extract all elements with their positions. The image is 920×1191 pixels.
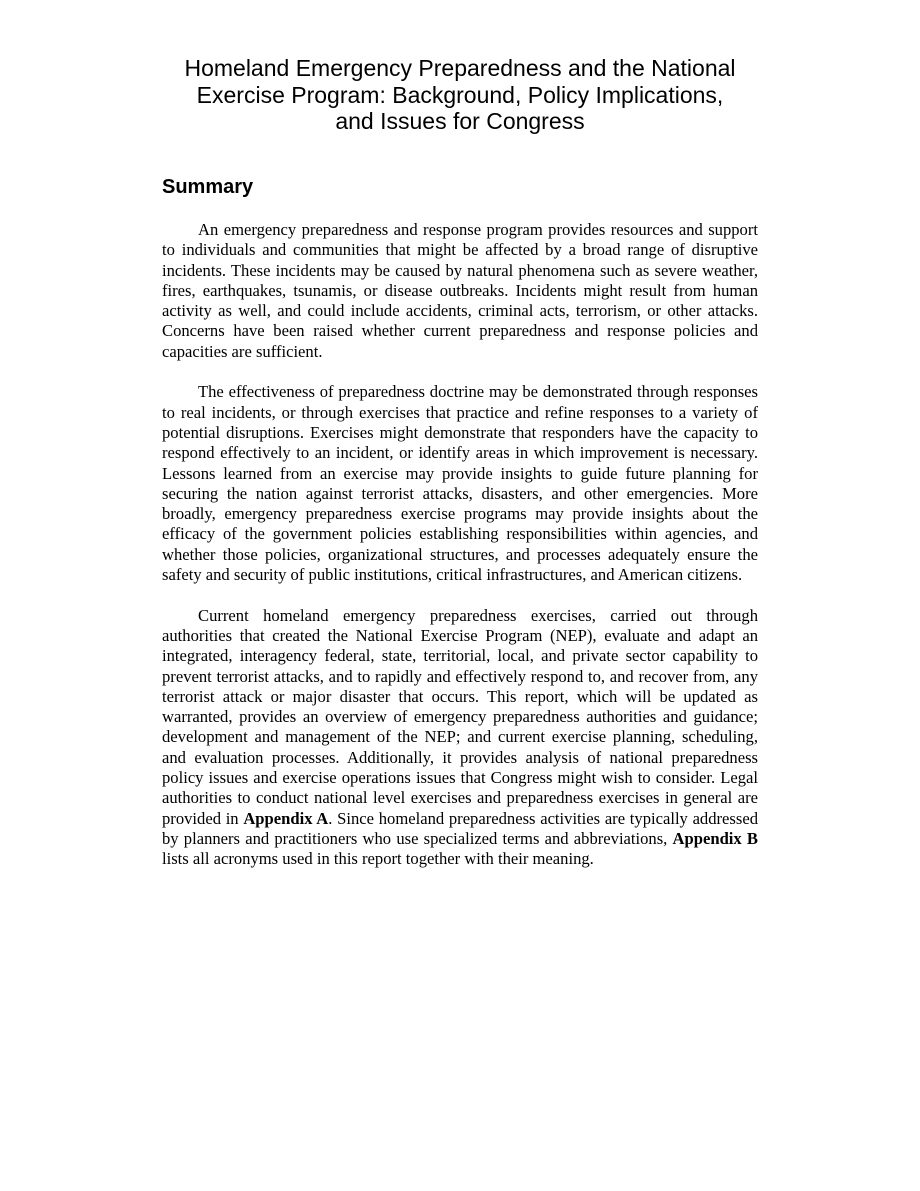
title-line-3: and Issues for Congress (335, 108, 585, 134)
title-line-2: Exercise Program: Background, Policy Implications, (196, 81, 724, 108)
appendix-b-reference: Appendix B (672, 828, 758, 848)
summary-paragraph-3 (162, 606, 758, 870)
appendix-a-reference: Appendix A (243, 808, 329, 828)
title-line-1: Homeland Emergency Preparedness and the National (184, 55, 736, 81)
paragraph-3-text-part-3: lists all acronyms used in this report together with their meaning. (162, 849, 594, 869)
summary-paragraph-2: The effectiveness of preparedness doctrine may be demonstrated through responses to real incidents, or through exercises that practice and refine responses to a variety of potential disruptions. Exercises might demonstrate that responders have the capacity to respond effectively to an incident, or identify areas in which improvement is necessary. Lessons learned from an exercise may provide insights to guide future planning for securing the nation against terrorist attacks, disasters, and other emergencies. More broadly, emergency preparedness exercise programs may provide insights about the efficacy of the government policies establishing responsibilities within agencies, and whether those policies, organizational structures, and processes adequately ensure the safety and security of public institutions, critical infrastructures, and American citizens. (162, 382, 758, 585)
document-title (160, 55, 760, 135)
paragraph-3-text-part-2: . Since homeland preparedness activities are typically addressed by planners and practitioners who use specialized terms and abbreviations, (162, 808, 758, 848)
paragraph-3-text-part-1: Current homeland emergency preparedness exercises, carried out through authorities that created the National Exercise Program (NEP), evaluate and adapt an integrated, interagency federal, state, territorial, local, and private sector capability to prevent terrorist attacks, and to rapidly and effectively respond to, and recover from, any terrorist attack or major disaster that occurs. This report, which will be updated as warranted, provides an overview of emergency preparedness authorities and guidance; development and management of the NEP; and current exercise planning, scheduling, and evaluation processes. Additionally, it provides analysis of national preparedness policy issues and exercise operations issues that Congress might wish to consider. Legal authorities to conduct national level exercises and preparedness exercises in general are provided in (162, 605, 758, 828)
summary-paragraph-1: An emergency preparedness and response program provides resources and support to individuals and communities that might be affected by a broad range of disruptive incidents. These incidents may be caused by natural phenomena such as severe weather, fires, earthquakes, tsunamis, or disease outbreaks. Incidents might result from human activity as well, and could include accidents, criminal acts, terrorism, or other attacks. Concerns have been raised whether current preparedness and response policies and capacities are sufficient. (162, 220, 758, 361)
section-heading-summary: Summary (162, 176, 254, 198)
summary-body (162, 220, 758, 870)
